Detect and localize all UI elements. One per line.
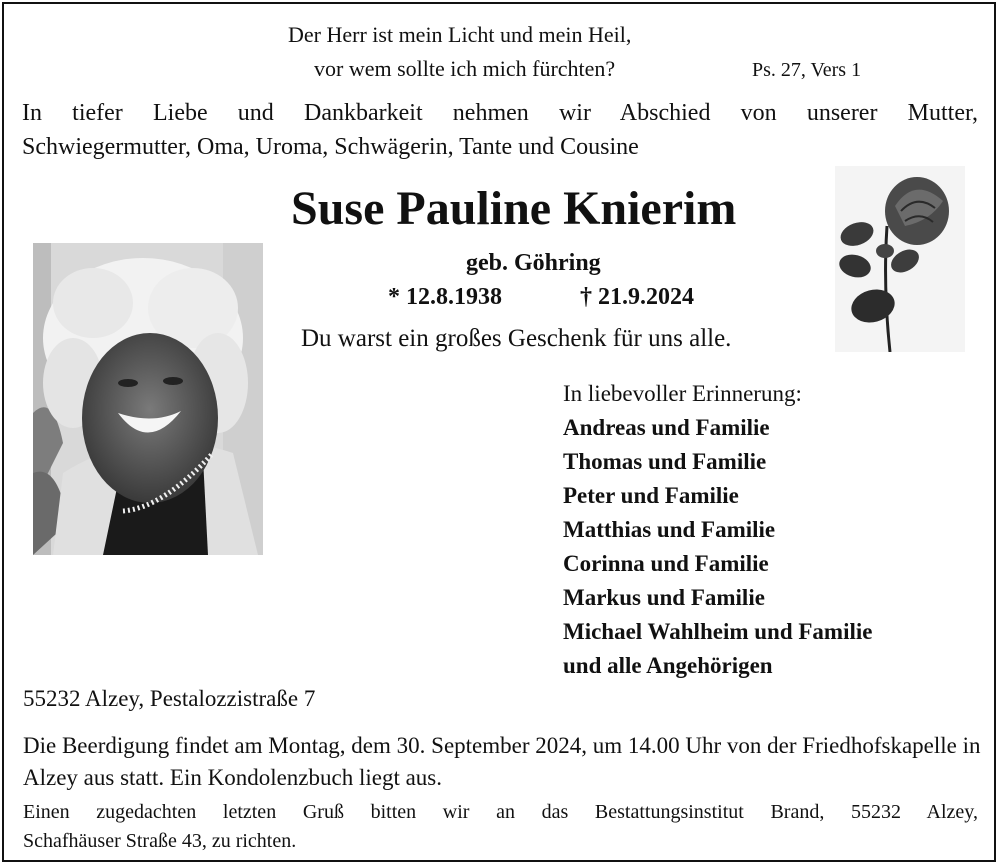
rose-image bbox=[835, 166, 965, 352]
verse-line-1: Der Herr ist mein Licht und mein Heil, bbox=[288, 22, 632, 47]
mourner-name: Matthias und Familie bbox=[563, 517, 776, 542]
mourner-name: Andreas und Familie bbox=[563, 415, 770, 440]
birth-date: * 12.8.1938 bbox=[388, 284, 502, 310]
intro-text bbox=[22, 96, 978, 164]
condolence-note bbox=[23, 798, 978, 856]
verse-line-2: vor wem sollte ich mich fürchten? bbox=[314, 56, 616, 81]
tribute-text: Du warst ein großes Geschenk für uns alle. bbox=[301, 325, 732, 352]
family-address: 55232 Alzey, Pestalozzistraße 7 bbox=[23, 686, 316, 711]
condolence-note-line-1: Einen zugedachten letzten Gruß bitten wir an das Bestattungsinstitut Brand, 55232 Alzey, bbox=[23, 801, 978, 823]
death-date: † 21.9.2024 bbox=[580, 284, 694, 310]
mourners-heading: In liebevoller Erinnerung: bbox=[563, 381, 802, 406]
intro-line-1: In tiefer Liebe und Dankbarkeit nehmen wir Abschied von unserer Mutter, bbox=[22, 100, 978, 126]
deceased-name: Suse Pauline Knierim bbox=[291, 182, 737, 235]
mourner-name: und alle Angehörigen bbox=[563, 653, 773, 678]
mourner-name: Thomas und Familie bbox=[563, 449, 767, 474]
mourner-name: Corinna und Familie bbox=[563, 551, 769, 576]
portrait-photo bbox=[33, 243, 263, 555]
funeral-details: Die Beerdigung findet am Montag, dem 30. September 2024, um 14.00 Uhr von der Friedhofskapelle in Alzey aus statt. Ein Kondolenzbuch liegt aus. bbox=[23, 733, 981, 790]
birth-name: geb. Göhring bbox=[466, 250, 601, 276]
verse-reference: Ps. 27, Vers 1 bbox=[752, 59, 862, 81]
mourners-list bbox=[563, 377, 872, 683]
mourner-name: Michael Wahlheim und Familie bbox=[563, 619, 873, 644]
mourner-name: Peter und Familie bbox=[563, 483, 739, 508]
intro-line-2: Schwiegermutter, Oma, Uroma, Schwägerin, Tante und Cousine bbox=[22, 134, 639, 160]
condolence-note-line-2: Schafhäuser Straße 43, zu richten. bbox=[23, 830, 297, 852]
mourner-name: Markus und Familie bbox=[563, 585, 765, 610]
